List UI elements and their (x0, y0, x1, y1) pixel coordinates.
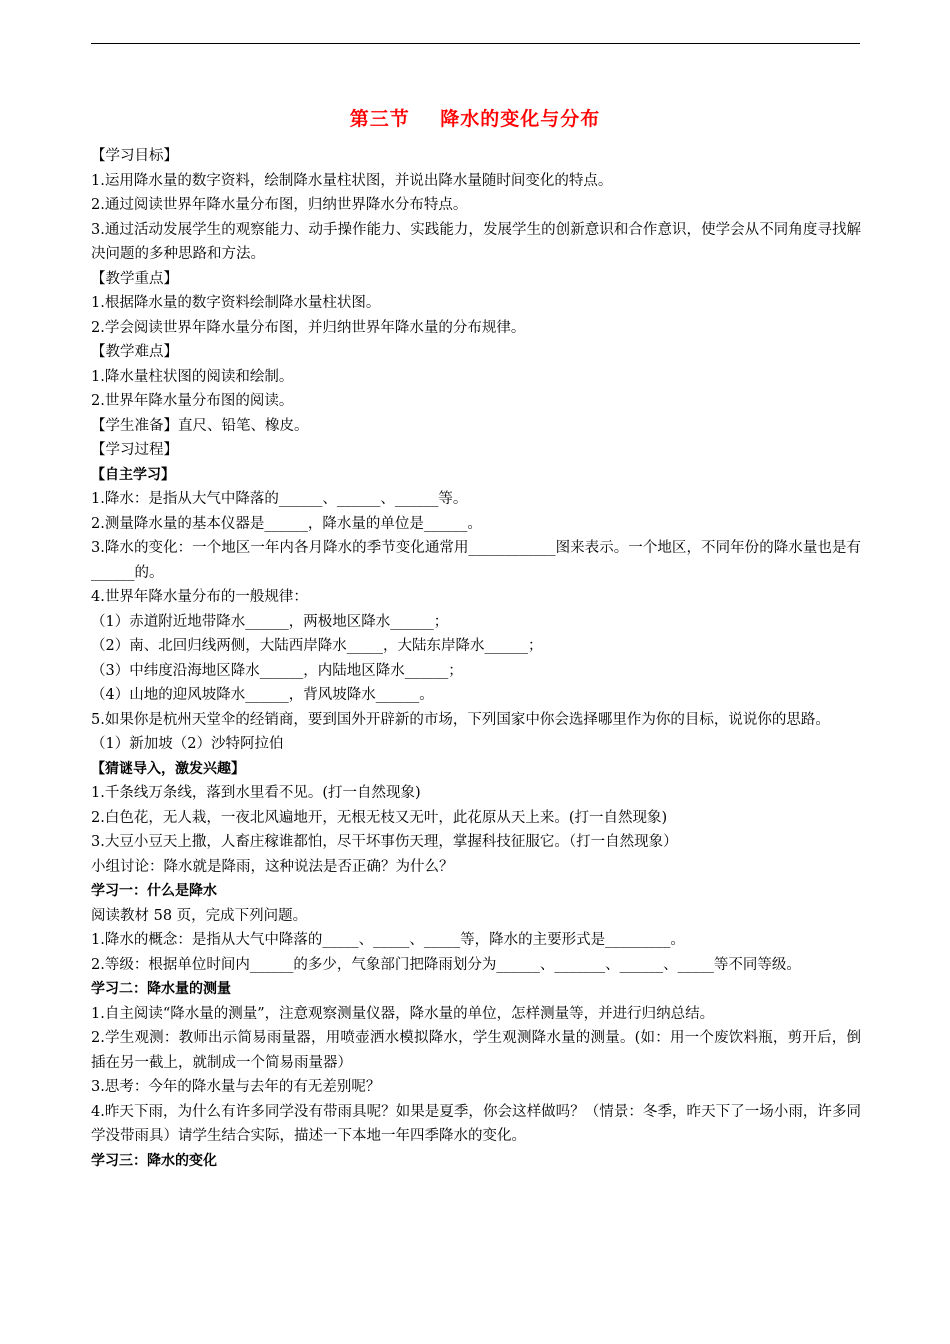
text-line: 【学习目标】 (91, 148, 178, 164)
text-line: 2.等级：根据单位时间内______的多少，气象部门把降雨划分为______、_______、______、_____等不同等级。 (91, 956, 801, 973)
text-line: 1.自主阅读“降水量的测量”，注意观察测量仪器，降水量的单位，怎样测量等，并进行归纳总结。 (91, 1005, 715, 1022)
text-line: 3.大豆小豆天上撒，人畜庄稼谁都怕，尽干坏事伤天理，掌握科技征服它。（打一自然现象） (91, 834, 678, 850)
text-line: 1.降水的概念：是指从大气中降落的_____、_____、_____等，降水的主要形式是_________。 (91, 932, 685, 948)
text-line: 3.思考：今年的降水量与去年的有无差别呢？ (91, 1079, 381, 1095)
text-line: 【教学难点】 (91, 344, 178, 360)
section-heading: 学习二：降水量的测量 (91, 981, 231, 997)
section-heading: 学习一：什么是降水 (91, 883, 217, 899)
text-line: 5.如果你是杭州天堂伞的经销商，要到国外开辟新的市场，下列国家中你会选择哪里作为你的目标，说说你的思路。 (91, 711, 830, 728)
text-line: 阅读教材 58 页，完成下列问题。 (91, 907, 308, 924)
text-line: 1.降水：是指从大气中降落的______、______、______等。 (91, 491, 468, 507)
header-rule (91, 43, 860, 44)
text-line: 4.昨天下雨，为什么有许多同学没有带雨具呢？如果是夏季，你会这样做吗？（情景：冬季，昨天下了一场小雨，许多同学没带雨具）请学生结合实际，描述一下本地一年四季降水的变化。 (91, 1103, 861, 1144)
text-line: 3.通过活动发展学生的观察能力、动手操作能力、实践能力，发展学生的创新意识和合作意识，使学会从不同角度寻找解决问题的多种思路和方法。 (91, 221, 861, 262)
text-line: （4）山地的迎风坡降水______，背风坡降水______。 (91, 687, 434, 703)
text-line: 1.降水量柱状图的阅读和绘制。 (91, 368, 294, 385)
text-line: 3.降水的变化：一个地区一年内各月降水的季节变化通常用____________图来表示。一个地区，不同年份的降水量也是有______的。 (91, 540, 861, 581)
text-line: 1.千条线万条线，落到水里看不见。(打一自然现象) (91, 785, 421, 801)
text-line: 2.白色花，无人栽，一夜北风遍地开，无根无枝又无叶，此花原从天上来。(打一自然现象) (91, 809, 668, 826)
text-line: 2.世界年降水量分布图的阅读。 (91, 393, 294, 409)
section-heading: 【自主学习】 (91, 466, 175, 483)
text-line: （1）新加坡（2）沙特阿拉伯 (91, 736, 284, 752)
text-line: 2.学会阅读世界年降水量分布图，并归纳世界年降水量的分布规律。 (91, 319, 526, 336)
text-line: 1.根据降水量的数字资料绘制降水量柱状图。 (91, 295, 381, 311)
text-line: 【教学重点】 (91, 270, 178, 287)
text-line: 【学习过程】 (91, 442, 178, 458)
text-line: （3）中纬度沿海地区降水______，内陆地区降水______； (91, 662, 463, 679)
text-line: 2.学生观测：教师出示简易雨量器，用喷壶洒水模拟降水，学生观测降水量的测量。(如：用一个废饮料瓶，剪开后，倒插在另一截上，就制成一个简易雨量器） (91, 1030, 861, 1071)
page-title: 第三节 降水的变化与分布 (349, 108, 601, 130)
text-line: 4.世界年降水量分布的一般规律： (91, 589, 308, 605)
section-heading: 【猜谜导入，激发兴趣】 (91, 760, 245, 777)
text-line: 2.测量降水量的基本仪器是______，降水量的单位是______。 (91, 515, 482, 532)
text-line: （2）南、北回归线两侧，大陆西岸降水_____，大陆东岸降水______； (91, 638, 543, 654)
text-line: 小组讨论：降水就是降雨，这种说法是否正确？为什么？ (91, 858, 454, 875)
text-line: （1）赤道附近地带降水______，两极地区降水______； (91, 613, 449, 630)
text-line: 2.通过阅读世界年降水量分布图，归纳世界降水分布特点。 (91, 197, 468, 213)
section-heading: 学习三：降水的变化 (91, 1152, 217, 1169)
text-line: 1.运用降水量的数字资料，绘制降水量柱状图，并说出降水量随时间变化的特点。 (91, 172, 613, 189)
text-line: 【学生准备】直尺、铅笔、橡皮。 (91, 417, 309, 434)
document-body (91, 144, 861, 1173)
